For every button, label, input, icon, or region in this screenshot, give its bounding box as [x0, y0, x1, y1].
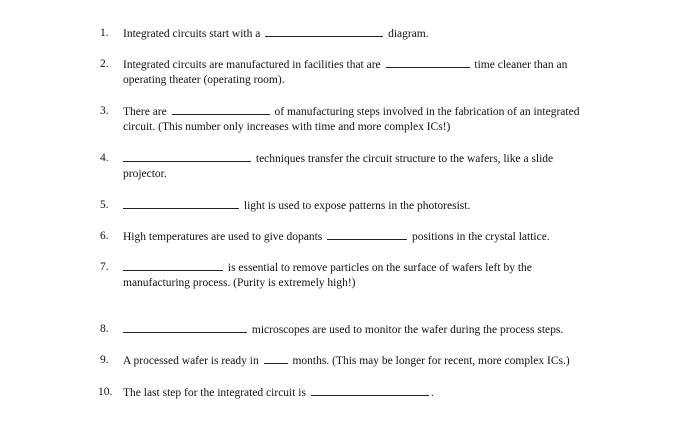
- answer-blank[interactable]: [123, 198, 239, 209]
- question-text: diagram.: [388, 28, 429, 40]
- question-text: techniques transfer the circuit structure to the wafers, like a slide: [255, 153, 554, 165]
- question-text-continued: manufacturing process. (Purity is extremely high!): [123, 277, 356, 289]
- question-number: 7.: [100, 261, 109, 273]
- answer-blank[interactable]: [327, 229, 407, 240]
- question-text-continued: circuit. (This number only increases with time and more complex ICs!): [123, 121, 451, 133]
- question-text: High temperatures are used to give dopants: [123, 231, 323, 243]
- question-text: is essential to remove particles on the surface of wafers left by the: [227, 262, 532, 274]
- answer-blank[interactable]: [311, 385, 429, 396]
- question-text: Integrated circuits are manufactured in facilities that are: [123, 59, 381, 71]
- question-text: microscopes are used to monitor the wafer during the process steps.: [251, 324, 564, 336]
- question-number: 4.: [100, 152, 109, 164]
- question-number: 5.: [100, 199, 109, 211]
- question-text: .: [430, 387, 434, 399]
- question-number: 8.: [100, 323, 109, 335]
- answer-blank[interactable]: [386, 57, 470, 68]
- answer-blank[interactable]: [265, 26, 383, 37]
- question-text: months. (This may be longer for recent, more complex ICs.): [292, 355, 570, 367]
- question-text: of manufacturing steps involved in the fabrication of an integrated: [274, 106, 580, 118]
- answer-blank[interactable]: [123, 151, 251, 162]
- question-number: 10.: [98, 386, 113, 398]
- question-text: The last step for the integrated circuit is: [123, 387, 306, 399]
- answer-blank[interactable]: [172, 104, 270, 115]
- question-number: 9.: [100, 354, 109, 366]
- question-number: 1.: [100, 27, 109, 39]
- question-text: positions in the crystal lattice.: [412, 231, 550, 243]
- question-text: There are: [123, 106, 167, 118]
- question-text-continued: projector.: [123, 168, 167, 180]
- answer-blank[interactable]: [123, 260, 223, 271]
- question-number: 2.: [100, 58, 109, 70]
- question-text: Integrated circuits start with a: [123, 28, 261, 40]
- question-number: 3.: [100, 105, 109, 117]
- question-text: A processed wafer is ready in: [123, 355, 259, 367]
- answer-blank[interactable]: [264, 353, 288, 364]
- question-number: 6.: [100, 230, 109, 242]
- question-text: light is used to expose patterns in the photoresist.: [243, 200, 471, 212]
- question-text-continued: operating theater (operating room).: [123, 74, 285, 86]
- question-text: time cleaner than an: [474, 59, 568, 71]
- answer-blank[interactable]: [123, 322, 247, 333]
